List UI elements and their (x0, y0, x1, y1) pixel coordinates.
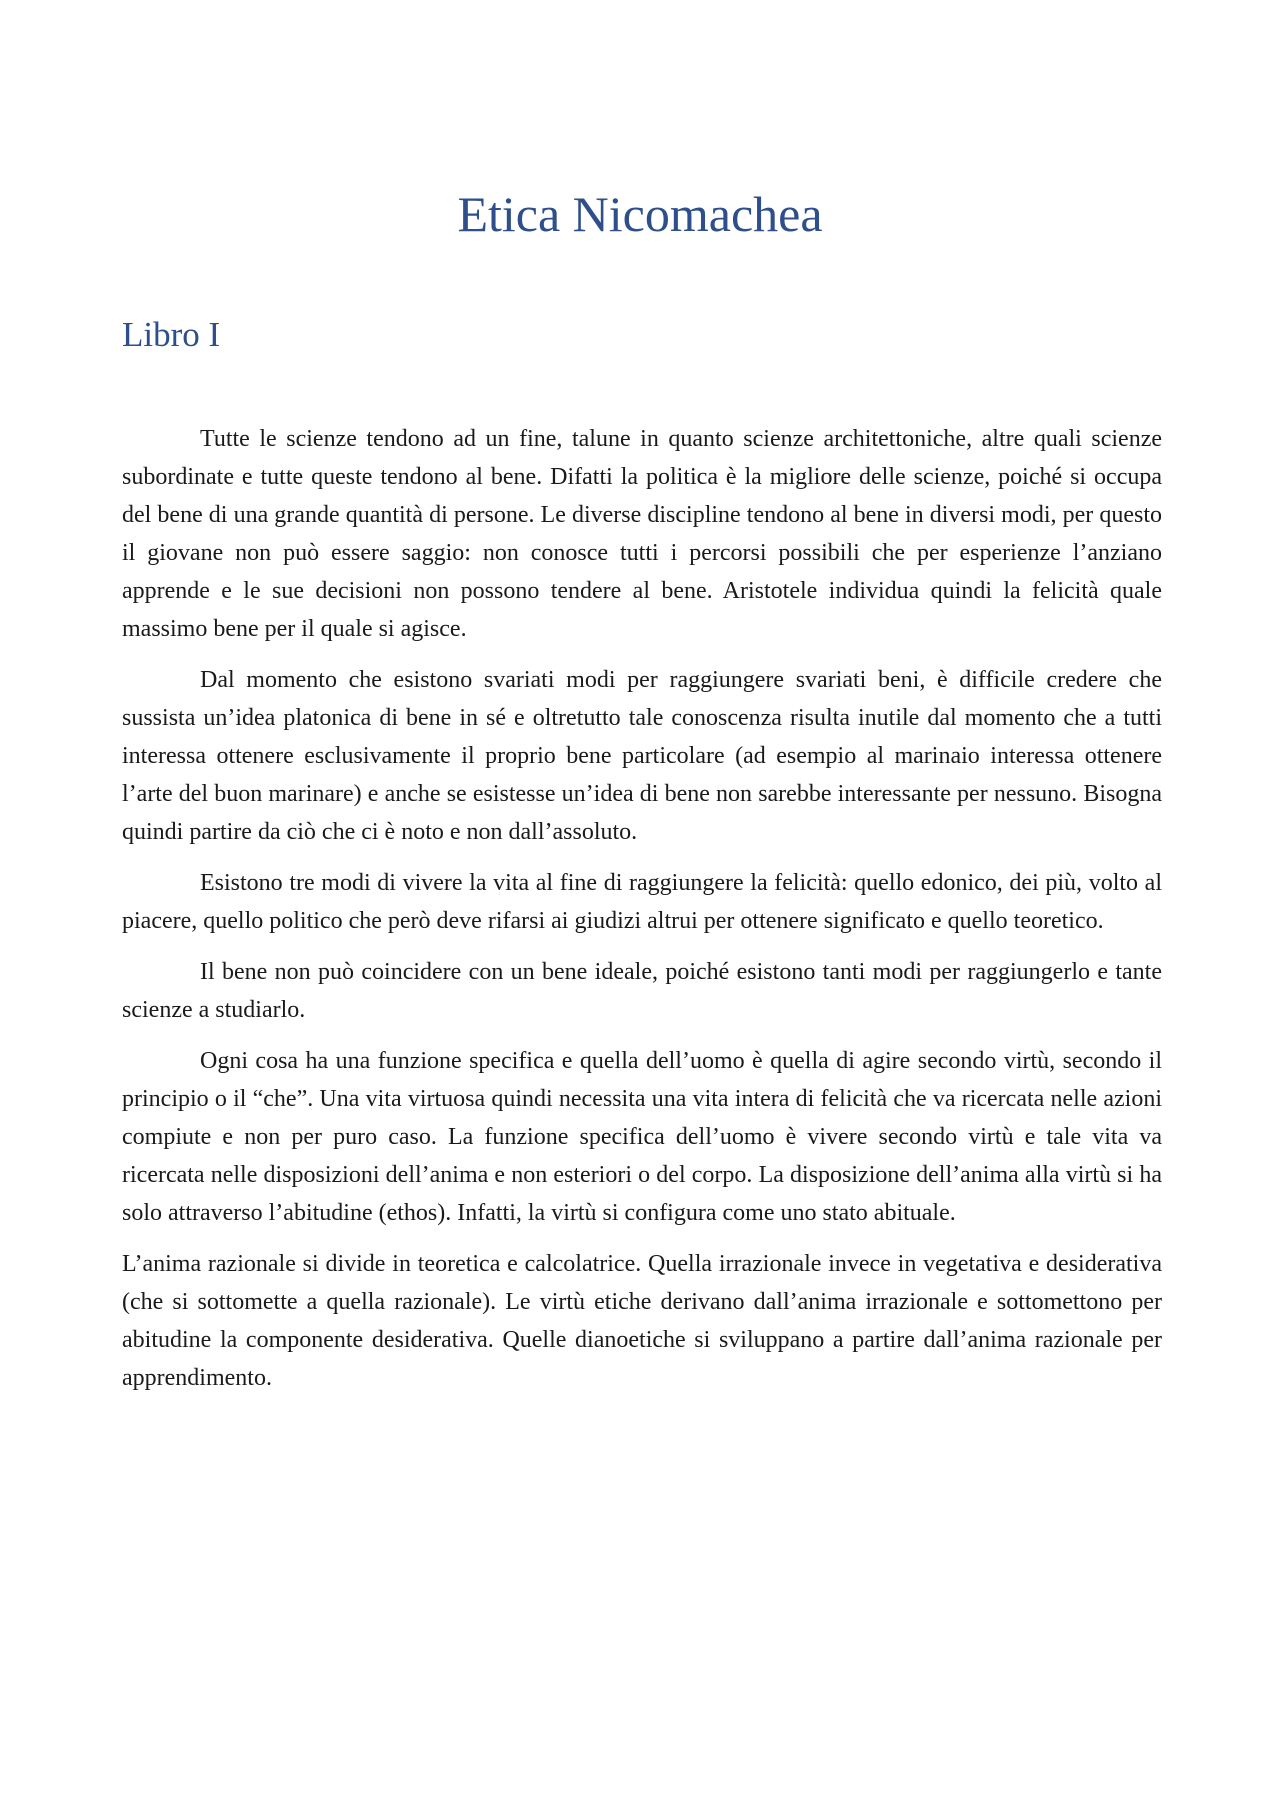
paragraph: Il bene non può coincidere con un bene ideale, poiché esistono tanti modi per raggiungerlo e tante scienze a studiarlo. (122, 959, 1162, 1023)
document-title: Etica Nicomachea (457, 186, 823, 242)
section-heading: Libro I (122, 315, 221, 354)
paragraph: Esistono tre modi di vivere la vita al fine di raggiungere la felicità: quello edonico, dei più, volto al piacere, quello politico che però deve rifarsi ai giudizi altrui per ottenere significato e quello teoretico. (122, 870, 1162, 934)
paragraph: Dal momento che esistono svariati modi per raggiungere svariati beni, è difficile credere che sussista un’idea platonica di bene in sé e oltretutto tale conoscenza risulta inutile dal momento che a tutti interessa ottenere esclusivamente il proprio bene particolare (ad esempio al marinaio interessa ottenere l’arte del buon marinare) e anche se esistesse un’idea di bene non sarebbe interessante per nessuno. Bisogna quindi partire da ciò che ci è noto e non dall’assoluto. (122, 667, 1162, 845)
paragraph: Tutte le scienze tendono ad un fine, talune in quanto scienze architettoniche, altre quali scienze subordinate e tutte queste tendono al bene. Difatti la politica è la migliore delle scienze, poiché si occupa del bene di una grande quantità di persone. Le diverse discipline tendono al bene in diversi modi, per questo il giovane non può essere saggio: non conosce tutti i percorsi possibili che per esperienze l’anziano apprende e le sue decisioni non possono tendere al bene. Aristotele individua quindi la felicità quale massimo bene per il quale si agisce. (122, 426, 1162, 642)
paragraph: L’anima razionale si divide in teoretica e calcolatrice. Quella irrazionale invece in vegetativa e desiderativa (che si sottomette a quella razionale). Le virtù etiche derivano dall’anima irrazionale e sottomettono per abitudine la componente desiderativa. Quelle dianoetiche si sviluppano a partire dall’anima razionale per apprendimento. (122, 1251, 1162, 1391)
body-text (122, 420, 1162, 1410)
paragraph: Ogni cosa ha una funzione specifica e quella dell’uomo è quella di agire secondo virtù, secondo il principio o il “che”. Una vita virtuosa quindi necessita una vita intera di felicità che va ricercata nelle azioni compiute e non per puro caso. La funzione specifica dell’uomo è vivere secondo virtù e tale vita va ricercata nelle disposizioni dell’anima e non esteriori o del corpo. La disposizione dell’anima alla virtù si ha solo attraverso l’abitudine (ethos). Infatti, la virtù si configura come uno stato abituale. (122, 1048, 1162, 1226)
